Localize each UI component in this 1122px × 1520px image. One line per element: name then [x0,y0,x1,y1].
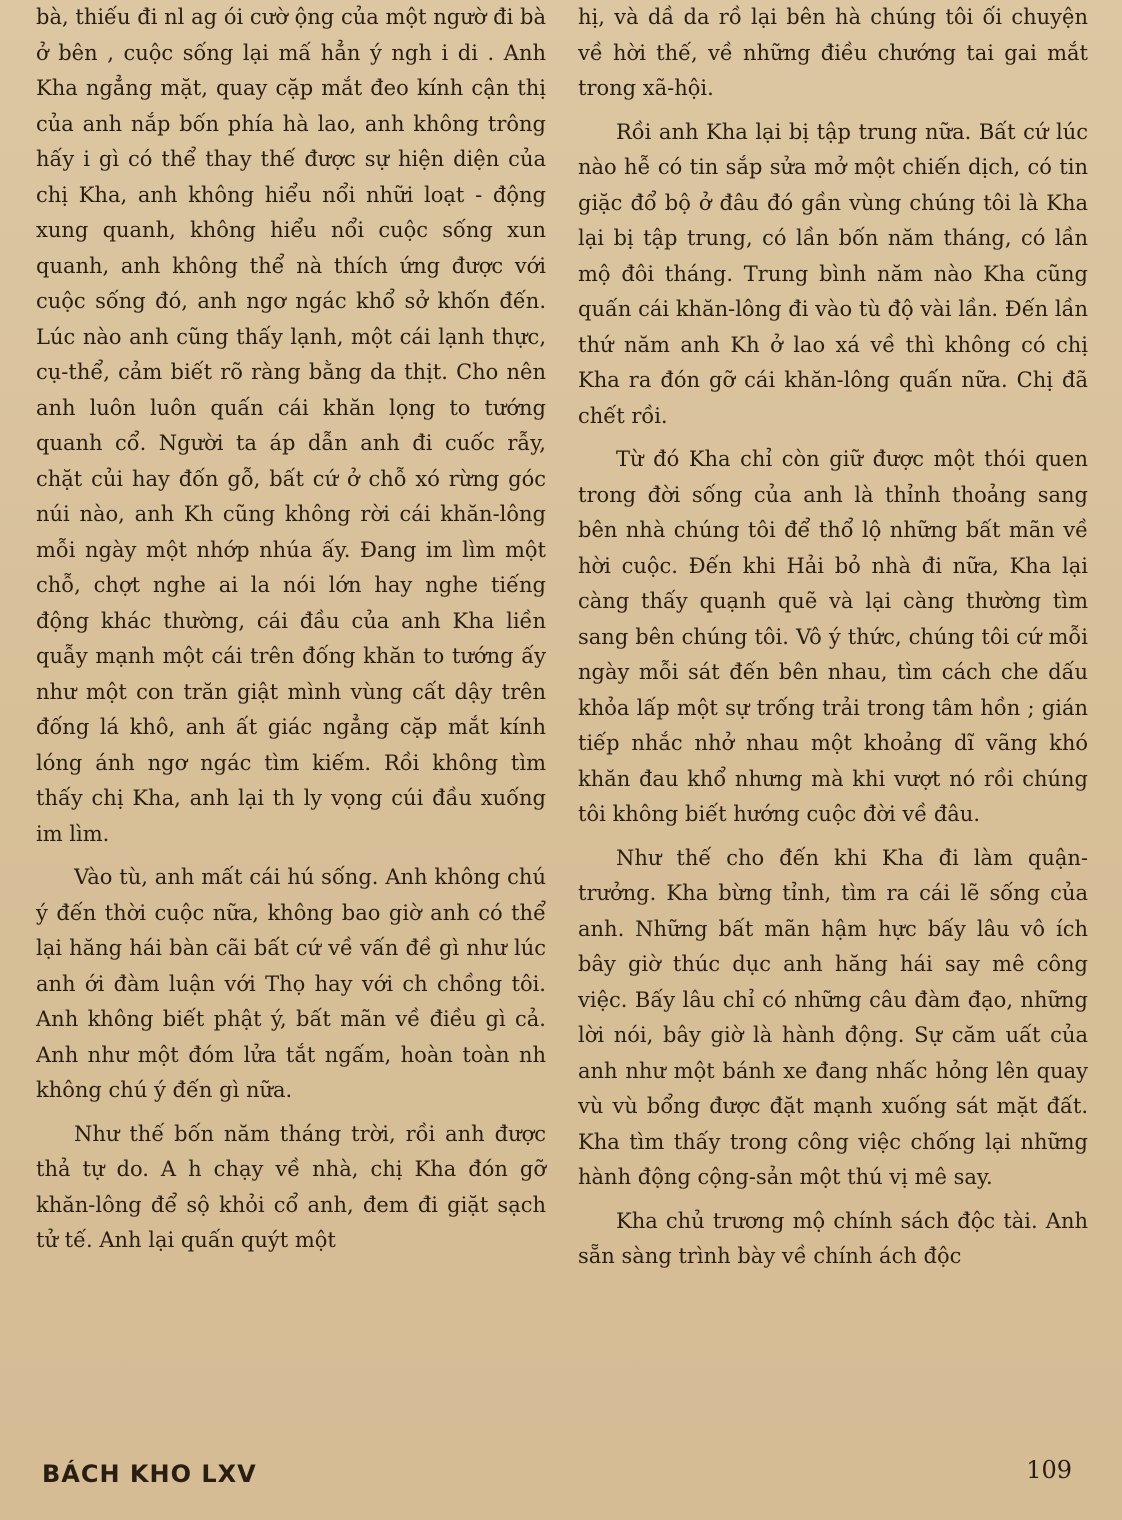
paragraph: Rồi anh Kha lại bị tập trung nữa. Bất cứ lúc nào hễ có tin sắp sửa mở một chiến dịch, có tin giặc đổ bộ ở đâu đó gần vùng chúng tôi là Kha lại bị tập trung, có lần bốn năm tháng, có lần mộ đôi tháng. Trung bình năm nào Kha cũng quấn cái khăn-lông đi vào tù độ vài lần. Đến lần thứ năm anh Kh ở lao xá về thì không có chị Kha ra đón gỡ cái khăn-lông quấn nữa. Chị đã chết rồi. [578,119,1088,428]
paragraph: bà, thiếu đi nl ag ói cườ ộng của một ngườ đi bà ở bên , cuộc sống lại mấ hẳn ý ngh i di . Anh Kha ngẳng mặt, quay cặp mắt đeo kính cận thị của anh nắp bốn phía hà lao, anh không trông hấy i gì có thể thay thế được sự hiện diện của chị Kha, anh không hiểu nổi nhữi loạt - động xung quanh, không hiểu nổi cuộc sống xun quanh, anh không thể nà thích ứng được với cuộc sống đó, anh ngơ ngác khổ sở khốn đến. Lúc nào anh cũng thấy lạnh, một cái lạnh thực, cụ-thể, cảm biết rõ ràng bằng da thịt. Cho nên anh luôn luôn quấn cái khăn lọng to tướng quanh cổ. Người ta áp dẫn anh đi cuốc rẫy, chặt củi hay đốn gỗ, bất cứ ở chỗ xó rừng góc núi nào, anh Kh cũng không rời cái khăn-lông mỗi ngày một nhớp nhúa ấy. Đang im lìm một chỗ, chợt nghe ai la nói lớn hay nghe tiếng động khác thường, cái đầu của anh Kha liền quẫy mạnh một cái trên đống khăn to tướng ấy như một con trăn giật mình vùng cất dậy trên đống lá khô, anh ất giác ngẳng cặp mắt kính lóng ánh ngơ ngác tìm kiếm. Rồi không tìm thấy chị Kha, anh lại th ly vọng cúi đầu xuống im lìm. [36,5,546,846]
right-column [578,0,1088,1275]
paragraph: Như thế bốn năm tháng trời, rồi anh được thả tự do. A h chạy về nhà, chị Kha đón gỡ khăn-lông để sộ khỏi cổ anh, đem đi giặt sạch tử tế. Anh lại quấn quýt một [36,1121,546,1252]
paragraph: hị, và dầ da rồ lại bên hà chúng tôi ối chuyện về hời thế, về những điều chướng tai gai mắt trong xã-hội. [578,5,1088,100]
paragraph: Kha chủ trương mộ chính sách độc tài. Anh sẵn sàng trình bày về chính ách độc [578,1208,1088,1268]
paragraph: Như thế cho đến khi Kha đi làm quận-trưởng. Kha bừng tỉnh, tìm ra cái lẽ sống của anh. Những bất mãn hậm hực bấy lâu vô ích bây giờ thúc dục anh hăng hái say mê công việc. Bấy lâu chỉ có những câu đàm đạo, những lời nói, bây giờ là hành động. Sự căm uất của anh như một bánh xe đang nhấc hỏng lên quay vù vù bổng được đặt mạnh xuống sát mặt đất. Kha tìm thấy trong công việc chống lại những hành động cộng-sản một thú vị mê say. [578,845,1088,1189]
journal-name: BÁCH KHO LXV [42,1460,257,1488]
paragraph: Từ đó Kha chỉ còn giữ được một thói quen trong đời sống của anh là thỉnh thoảng sang bên nhà chúng tôi để thổ lộ những bất mãn về hời cuộc. Đến khi Hải bỏ nhà đi nữa, Kha lại càng thấy quạnh quẽ và lại càng thường tìm sang bên chúng tôi. Vô ý thức, chúng tôi cứ mỗi ngày mỗi sát đến bên nhau, tìm cách che dấu khỏa lấp một sự trống trải trong tâm hồn ; gián tiếp nhắc nhở nhau một khoảng dĩ vãng khó khăn đau khổ nhưng mà khi vượt nó rồi chúng tôi không biết hướng cuộc đời về đâu. [578,447,1088,826]
paragraph: Vào tù, anh mất cái hú sống. Anh không chú ý đến thời cuộc nữa, không bao giờ anh có thể lại hăng hái bàn cãi bất cứ về vấn đề gì như lúc anh ới đàm luận với Thọ hay với ch chồng tôi. Anh không biết phật ý, bất mãn về điều gì cả. Anh như một đóm lửa tắt ngấm, hoàn toàn nh không chú ý đến gì nữa. [36,865,546,1102]
left-column [36,0,546,1259]
page-number: 109 [1026,1456,1072,1484]
page-footer [36,1456,1086,1500]
